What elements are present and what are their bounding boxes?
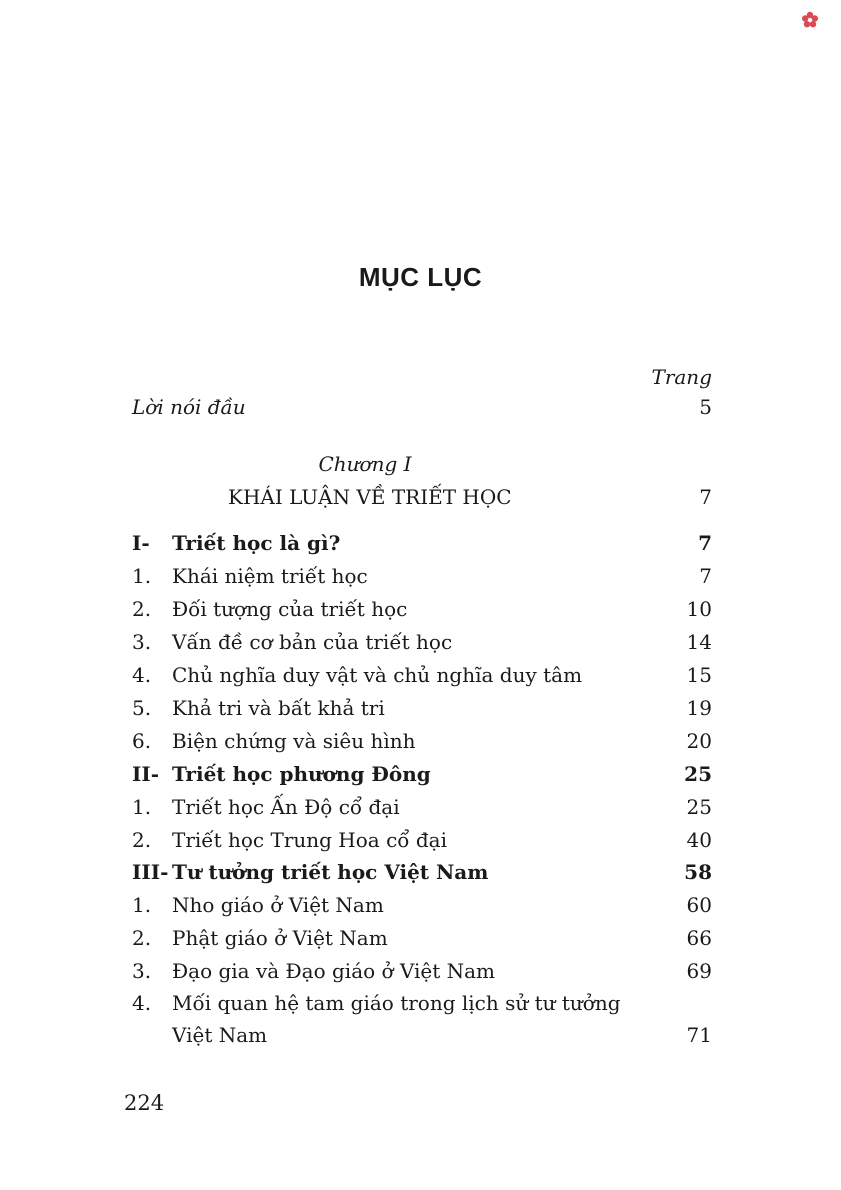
toc-entry-row[interactable] bbox=[132, 956, 712, 986]
toc-entry-page: 14 bbox=[686, 630, 712, 654]
toc-entry-page: 15 bbox=[686, 663, 712, 687]
toc-entry-number: III- bbox=[132, 860, 169, 884]
toc-entry-number: 1. bbox=[132, 795, 152, 819]
toc-entry-number: 6. bbox=[132, 729, 152, 753]
toc-entry-number: 2. bbox=[132, 597, 152, 621]
toc-entry-page: 66 bbox=[686, 926, 712, 950]
toc-entry-number: II- bbox=[132, 762, 160, 786]
toc-entry-text: Triết học là gì? bbox=[172, 531, 341, 555]
toc-entry-text: Đối tượng của triết học bbox=[172, 597, 408, 621]
toc-entry-text: Mối quan hệ tam giáo trong lịch sử tư tưởng bbox=[172, 991, 621, 1015]
toc-entry-number: 3. bbox=[132, 959, 152, 983]
toc-entry-number: 1. bbox=[132, 893, 152, 917]
toc-section-row[interactable] bbox=[132, 528, 712, 558]
toc-entry-page: 20 bbox=[686, 729, 712, 753]
toc-entry-text: Vấn đề cơ bản của triết học bbox=[172, 630, 453, 654]
toc-entry-page: 25 bbox=[686, 795, 712, 819]
toc-entry-number: 4. bbox=[132, 663, 152, 687]
toc-entry-number: 2. bbox=[132, 926, 152, 950]
toc-entry-text: Khái niệm triết học bbox=[172, 564, 368, 588]
toc-entry-row[interactable] bbox=[132, 988, 712, 1018]
toc-entry-text: Nho giáo ở Việt Nam bbox=[172, 893, 384, 917]
toc-entry-row[interactable] bbox=[132, 660, 712, 690]
toc-entry-text: Biện chứng và siêu hình bbox=[172, 729, 416, 753]
page-column-label: Trang bbox=[651, 365, 712, 389]
toc-entry-row[interactable] bbox=[132, 792, 712, 822]
chapter-title: KHÁI LUẬN VỀ TRIẾT HỌC bbox=[228, 485, 512, 509]
toc-entry-text: Triết học Trung Hoa cổ đại bbox=[172, 828, 447, 852]
flower-icon bbox=[800, 10, 820, 30]
toc-entry-number: 2. bbox=[132, 828, 152, 852]
toc-entry-number: 3. bbox=[132, 630, 152, 654]
toc-entry-page: 58 bbox=[684, 860, 712, 884]
toc-entry-row[interactable] bbox=[132, 1020, 712, 1050]
toc-entry-row[interactable] bbox=[132, 825, 712, 855]
toc-entry-page: 7 bbox=[698, 531, 712, 555]
toc-entry-row[interactable] bbox=[132, 923, 712, 953]
toc-entry-page: 10 bbox=[686, 597, 712, 621]
toc-entry-page: 19 bbox=[686, 696, 712, 720]
toc-entry-number: I- bbox=[132, 531, 150, 555]
toc-entry-text: Triết học Ấn Độ cổ đại bbox=[172, 795, 400, 819]
footer-page-number: 224 bbox=[124, 1091, 165, 1115]
toc-entry-row[interactable] bbox=[132, 890, 712, 920]
toc-entry-page: 5 bbox=[699, 395, 712, 419]
toc-entry-row[interactable] bbox=[132, 594, 712, 624]
toc-preface-row[interactable] bbox=[132, 392, 712, 422]
toc-entry-text: Việt Nam bbox=[172, 1023, 268, 1047]
toc-entry-page: 7 bbox=[699, 485, 712, 509]
toc-entry-page: 7 bbox=[699, 564, 712, 588]
toc-section-row[interactable] bbox=[132, 759, 712, 789]
toc-entry-page: 40 bbox=[686, 828, 712, 852]
toc-entry-row[interactable] bbox=[132, 561, 712, 591]
toc-entry-text: Phật giáo ở Việt Nam bbox=[172, 926, 388, 950]
toc-entry-page: 25 bbox=[684, 762, 712, 786]
toc-entry-page: 60 bbox=[686, 893, 712, 917]
toc-entry-number: 1. bbox=[132, 564, 152, 588]
toc-entry-page: 69 bbox=[686, 959, 712, 983]
page-title: MỤC LỤC bbox=[358, 262, 483, 292]
toc-entry-page: 71 bbox=[686, 1023, 712, 1047]
toc-entry-row[interactable] bbox=[132, 693, 712, 723]
toc-entry-row[interactable] bbox=[132, 726, 712, 756]
toc-entry-text: Chủ nghĩa duy vật và chủ nghĩa duy tâm bbox=[172, 663, 583, 687]
toc-entry-text: Đạo gia và Đạo giáo ở Việt Nam bbox=[172, 959, 496, 983]
chapter-label: Chương I bbox=[318, 452, 412, 476]
toc-entry-number: 5. bbox=[132, 696, 152, 720]
toc-entry-text: Lời nói đầu bbox=[132, 395, 246, 419]
toc-chapter-row[interactable] bbox=[132, 482, 712, 512]
toc-entry-text: Khả tri và bất khả tri bbox=[172, 696, 385, 720]
toc-entry-text: Tư tưởng triết học Việt Nam bbox=[172, 860, 489, 884]
toc-section-row[interactable] bbox=[132, 857, 712, 887]
toc-entry-text: Triết học phương Đông bbox=[172, 762, 431, 786]
toc-entry-number: 4. bbox=[132, 991, 152, 1015]
toc-entry-row[interactable] bbox=[132, 627, 712, 657]
